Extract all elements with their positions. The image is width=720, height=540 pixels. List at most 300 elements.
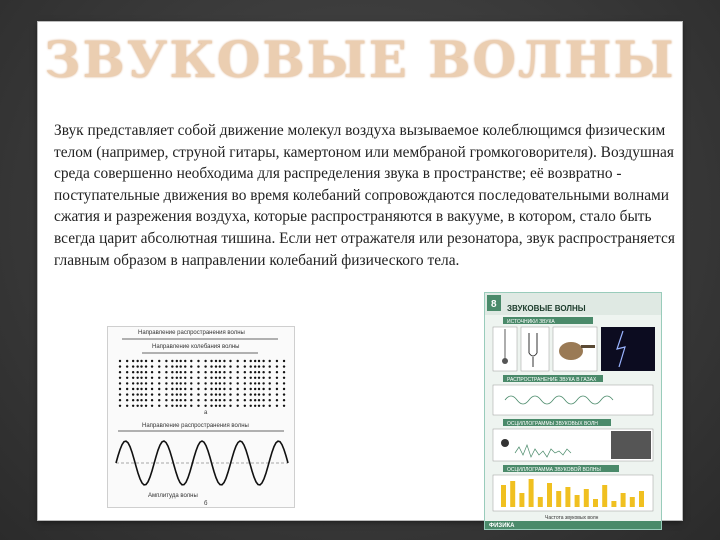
air-molecule-dot bbox=[276, 399, 278, 401]
air-molecule-dot bbox=[262, 365, 264, 367]
air-molecule-dot bbox=[215, 371, 217, 373]
air-molecule-dot bbox=[151, 382, 153, 384]
air-molecule-dot bbox=[283, 388, 285, 390]
air-molecule-dot bbox=[126, 399, 128, 401]
air-molecule-dot bbox=[165, 388, 167, 390]
air-molecule-dot bbox=[223, 399, 225, 401]
air-molecule-dot bbox=[190, 371, 192, 373]
air-molecule-dot bbox=[276, 377, 278, 379]
air-molecule-dot bbox=[244, 393, 246, 395]
air-molecule-dot bbox=[197, 388, 199, 390]
air-molecule-dot bbox=[165, 371, 167, 373]
air-molecule-dot bbox=[276, 393, 278, 395]
spectrum-bar bbox=[501, 485, 506, 507]
air-molecule-dot bbox=[158, 365, 160, 367]
air-molecule-dot bbox=[237, 399, 239, 401]
air-molecule-dot bbox=[171, 405, 173, 407]
air-molecule-dot bbox=[258, 382, 260, 384]
air-molecule-dot bbox=[258, 405, 260, 407]
air-molecule-dot bbox=[140, 405, 142, 407]
air-molecule-dot bbox=[254, 371, 256, 373]
air-molecule-dot bbox=[229, 377, 231, 379]
air-molecule-dot bbox=[176, 377, 178, 379]
air-molecule-dot bbox=[210, 393, 212, 395]
air-molecule-dot bbox=[244, 371, 246, 373]
air-molecule-dot bbox=[140, 399, 142, 401]
air-molecule-dot bbox=[258, 393, 260, 395]
air-molecule-dot bbox=[179, 377, 181, 379]
air-molecule-dot bbox=[158, 360, 160, 362]
air-molecule-dot bbox=[132, 382, 134, 384]
air-molecule-dot bbox=[219, 377, 221, 379]
pendulum-bob bbox=[502, 358, 508, 364]
spectrum-bar bbox=[639, 491, 644, 507]
spectrum-bar bbox=[538, 497, 543, 507]
air-molecule-dot bbox=[237, 360, 239, 362]
air-molecule-dot bbox=[145, 405, 147, 407]
air-molecule-dot bbox=[250, 365, 252, 367]
air-molecule-dot bbox=[151, 360, 153, 362]
poster-axis-label: Частота звуковых волн bbox=[545, 515, 599, 521]
air-molecule-dot bbox=[119, 393, 121, 395]
air-molecule-dot bbox=[283, 405, 285, 407]
air-molecule-dot bbox=[283, 365, 285, 367]
air-molecule-dot bbox=[140, 377, 142, 379]
air-molecule-dot bbox=[179, 388, 181, 390]
air-molecule-dot bbox=[283, 377, 285, 379]
air-molecule-dot bbox=[197, 399, 199, 401]
air-molecule-dot bbox=[229, 382, 231, 384]
air-molecule-dot bbox=[176, 399, 178, 401]
air-molecule-dot bbox=[151, 365, 153, 367]
wave-diagram-svg bbox=[108, 327, 294, 507]
air-molecule-dot bbox=[119, 405, 121, 407]
air-molecule-dot bbox=[229, 371, 231, 373]
label-propagation-a: Направление распространения волны bbox=[138, 330, 245, 336]
air-molecule-dot bbox=[190, 405, 192, 407]
air-molecule-dot bbox=[136, 377, 138, 379]
spectrum-bar bbox=[575, 495, 580, 507]
spectrum-bar bbox=[510, 481, 515, 507]
air-molecule-dot bbox=[158, 377, 160, 379]
air-molecule-dot bbox=[158, 382, 160, 384]
air-molecule-dot bbox=[244, 388, 246, 390]
air-molecule-dot bbox=[219, 365, 221, 367]
air-molecule-dot bbox=[262, 388, 264, 390]
air-molecule-dot bbox=[165, 365, 167, 367]
air-molecule-dot bbox=[176, 393, 178, 395]
air-molecule-dot bbox=[276, 365, 278, 367]
air-molecule-dot bbox=[219, 360, 221, 362]
air-molecule-dot bbox=[223, 371, 225, 373]
air-molecule-dot bbox=[184, 371, 186, 373]
air-molecule-dot bbox=[219, 399, 221, 401]
air-molecule-dot bbox=[219, 393, 221, 395]
air-molecule-dot bbox=[176, 365, 178, 367]
air-molecule-dot bbox=[190, 377, 192, 379]
air-molecule-dot bbox=[223, 405, 225, 407]
air-molecule-dot bbox=[283, 371, 285, 373]
air-molecule-dot bbox=[250, 388, 252, 390]
air-molecule-dot bbox=[171, 377, 173, 379]
air-molecule-dot bbox=[184, 393, 186, 395]
spectrum-bar bbox=[621, 493, 626, 507]
air-molecule-dot bbox=[237, 377, 239, 379]
air-molecule-dot bbox=[158, 371, 160, 373]
air-molecule-dot bbox=[190, 388, 192, 390]
air-molecule-dot bbox=[229, 365, 231, 367]
air-molecule-dot bbox=[197, 360, 199, 362]
air-molecule-dot bbox=[250, 405, 252, 407]
air-molecule-dot bbox=[119, 365, 121, 367]
air-molecule-dot bbox=[126, 365, 128, 367]
air-molecule-dot bbox=[204, 371, 206, 373]
air-molecule-dot bbox=[158, 393, 160, 395]
air-molecule-dot bbox=[165, 360, 167, 362]
air-molecule-dot bbox=[219, 405, 221, 407]
air-molecule-dot bbox=[197, 377, 199, 379]
air-molecule-dot bbox=[126, 360, 128, 362]
air-molecule-dot bbox=[258, 399, 260, 401]
air-molecule-dot bbox=[223, 360, 225, 362]
spectrum-bar bbox=[584, 489, 589, 507]
air-molecule-dot bbox=[219, 388, 221, 390]
air-molecule-dot bbox=[229, 393, 231, 395]
air-molecule-dot bbox=[283, 393, 285, 395]
spectrum-bar bbox=[602, 485, 607, 507]
air-molecule-dot bbox=[184, 405, 186, 407]
guitar-neck bbox=[581, 345, 595, 348]
spectrum-bar bbox=[565, 487, 570, 507]
air-molecule-dot bbox=[254, 399, 256, 401]
air-molecule-dot bbox=[184, 388, 186, 390]
air-molecule-dot bbox=[215, 405, 217, 407]
air-molecule-dot bbox=[184, 382, 186, 384]
air-molecule-dot bbox=[204, 382, 206, 384]
air-molecule-dot bbox=[262, 405, 264, 407]
air-molecule-dot bbox=[258, 377, 260, 379]
air-molecule-dot bbox=[119, 399, 121, 401]
air-molecule-dot bbox=[179, 382, 181, 384]
air-molecule-dot bbox=[229, 399, 231, 401]
air-molecule-dot bbox=[165, 399, 167, 401]
air-molecule-dot bbox=[176, 360, 178, 362]
air-molecule-dot bbox=[119, 377, 121, 379]
air-molecule-dot bbox=[126, 393, 128, 395]
air-molecule-dot bbox=[197, 365, 199, 367]
air-molecule-dot bbox=[258, 388, 260, 390]
air-molecule-dot bbox=[132, 399, 134, 401]
air-molecule-dot bbox=[126, 371, 128, 373]
air-molecule-dot bbox=[151, 399, 153, 401]
air-molecule-dot bbox=[244, 382, 246, 384]
air-molecule-dot bbox=[132, 377, 134, 379]
air-molecule-dot bbox=[132, 360, 134, 362]
spectrum-bar bbox=[611, 501, 616, 507]
air-molecule-dot bbox=[140, 393, 142, 395]
air-molecule-dot bbox=[258, 360, 260, 362]
spectrum-bar bbox=[593, 499, 598, 507]
air-molecule-dot bbox=[210, 405, 212, 407]
air-molecule-dot bbox=[136, 360, 138, 362]
poster-section4: ОСЦИЛЛОГРАММА ЗВУКОВОЙ ВОЛНЫ bbox=[507, 467, 601, 473]
air-molecule-dot bbox=[151, 405, 153, 407]
air-molecule-dot bbox=[176, 371, 178, 373]
air-molecule-dot bbox=[254, 393, 256, 395]
air-molecule-dots bbox=[119, 360, 285, 407]
air-molecule-dot bbox=[165, 382, 167, 384]
air-molecule-dot bbox=[140, 360, 142, 362]
air-molecule-dot bbox=[237, 405, 239, 407]
air-molecule-dot bbox=[262, 371, 264, 373]
air-molecule-dot bbox=[269, 393, 271, 395]
air-molecule-dot bbox=[244, 405, 246, 407]
air-molecule-dot bbox=[132, 405, 134, 407]
air-molecule-dot bbox=[197, 382, 199, 384]
poster-section3: ОСЦИЛЛОГРАММЫ ЗВУКОВЫХ ВОЛН bbox=[507, 421, 598, 427]
air-molecule-dot bbox=[262, 360, 264, 362]
air-molecule-dot bbox=[204, 360, 206, 362]
label-a: а bbox=[204, 410, 208, 416]
spectrum-bar bbox=[630, 497, 635, 507]
air-molecule-dot bbox=[171, 371, 173, 373]
air-molecule-dot bbox=[179, 365, 181, 367]
air-molecule-dot bbox=[204, 399, 206, 401]
air-molecule-dot bbox=[151, 393, 153, 395]
air-molecule-dot bbox=[190, 399, 192, 401]
air-molecule-dot bbox=[244, 377, 246, 379]
air-molecule-dot bbox=[210, 377, 212, 379]
poster-section1: ИСТОЧНИКИ ЗВУКА bbox=[507, 319, 555, 325]
air-molecule-dot bbox=[215, 377, 217, 379]
air-molecule-dot bbox=[165, 405, 167, 407]
air-molecule-dot bbox=[254, 382, 256, 384]
air-molecule-dot bbox=[215, 382, 217, 384]
air-molecule-dot bbox=[283, 399, 285, 401]
air-molecule-dot bbox=[262, 393, 264, 395]
air-molecule-dot bbox=[223, 382, 225, 384]
air-molecule-dot bbox=[250, 393, 252, 395]
label-propagation-b: Направление распространения волны bbox=[142, 423, 249, 429]
poster-svg bbox=[485, 293, 661, 529]
air-molecule-dot bbox=[136, 371, 138, 373]
air-molecule-dot bbox=[145, 371, 147, 373]
air-molecule-dot bbox=[119, 388, 121, 390]
air-molecule-dot bbox=[145, 399, 147, 401]
air-molecule-dot bbox=[190, 382, 192, 384]
air-molecule-dot bbox=[210, 365, 212, 367]
poster-badge-number: 8 bbox=[491, 299, 497, 310]
air-molecule-dot bbox=[179, 360, 181, 362]
air-molecule-dot bbox=[176, 382, 178, 384]
air-molecule-dot bbox=[171, 360, 173, 362]
air-molecule-dot bbox=[276, 371, 278, 373]
air-molecule-dot bbox=[276, 388, 278, 390]
air-molecule-dot bbox=[190, 393, 192, 395]
air-molecule-dot bbox=[158, 388, 160, 390]
air-molecule-dot bbox=[126, 388, 128, 390]
air-molecule-dot bbox=[210, 360, 212, 362]
air-molecule-dot bbox=[269, 399, 271, 401]
air-molecule-dot bbox=[179, 393, 181, 395]
label-amplitude: Амплитуда волны bbox=[148, 493, 198, 499]
air-molecule-dot bbox=[254, 377, 256, 379]
air-molecule-dot bbox=[171, 388, 173, 390]
air-molecule-dot bbox=[276, 360, 278, 362]
air-molecule-dot bbox=[269, 382, 271, 384]
air-molecule-dot bbox=[223, 388, 225, 390]
air-molecule-dot bbox=[250, 360, 252, 362]
air-molecule-dot bbox=[204, 365, 206, 367]
air-molecule-dot bbox=[179, 371, 181, 373]
sound-waves-poster-image bbox=[484, 292, 662, 530]
air-molecule-dot bbox=[223, 393, 225, 395]
air-molecule-dot bbox=[140, 388, 142, 390]
air-molecule-dot bbox=[132, 371, 134, 373]
air-molecule-dot bbox=[229, 388, 231, 390]
air-molecule-dot bbox=[171, 365, 173, 367]
air-molecule-dot bbox=[215, 365, 217, 367]
air-molecule-dot bbox=[254, 360, 256, 362]
air-molecule-dot bbox=[269, 377, 271, 379]
slide-body-text: Звук представляет собой движение молекул воздуха вызываемое колеблющимся физическим телом (например, струной гитары, камертоном или мембраной громкоговорителя). Воздушная среда совершенно необходима для распределения звука в пространстве; её возвратно - поступательные движения во время колебаний сопровождаются последовательными волнами сжатия и разрежения воздуха, которые распространяются в вакууме, в котором, стало быть всегда царит абсолютная тишина. Если нет отражателя или резонатора, звук распространяется главным образом в направлении колебаний физического тела. bbox=[54, 122, 675, 269]
air-molecule-dot bbox=[204, 405, 206, 407]
air-molecule-dot bbox=[176, 388, 178, 390]
spectrum-bar bbox=[529, 479, 534, 507]
air-molecule-dot bbox=[165, 377, 167, 379]
air-molecule-dot bbox=[262, 377, 264, 379]
air-molecule-dot bbox=[171, 382, 173, 384]
slide-title: ЗВУКОВЫЕ ВОЛНЫ bbox=[44, 30, 676, 89]
label-oscillation: Направление колебания волны bbox=[152, 344, 240, 350]
air-molecule-dot bbox=[237, 365, 239, 367]
air-molecule-dot bbox=[151, 371, 153, 373]
lightning-photo bbox=[601, 327, 655, 371]
air-molecule-dot bbox=[119, 382, 121, 384]
air-molecule-dot bbox=[136, 382, 138, 384]
air-molecule-dot bbox=[179, 405, 181, 407]
air-molecule-dot bbox=[244, 399, 246, 401]
air-molecule-dot bbox=[126, 382, 128, 384]
air-molecule-dot bbox=[126, 377, 128, 379]
air-molecule-dot bbox=[204, 388, 206, 390]
air-molecule-dot bbox=[276, 382, 278, 384]
air-molecule-dot bbox=[190, 360, 192, 362]
air-molecule-dot bbox=[132, 393, 134, 395]
air-molecule-dot bbox=[158, 399, 160, 401]
air-molecule-dot bbox=[250, 371, 252, 373]
air-molecule-dot bbox=[269, 405, 271, 407]
air-molecule-dot bbox=[126, 405, 128, 407]
air-molecule-dot bbox=[184, 377, 186, 379]
air-molecule-dot bbox=[140, 365, 142, 367]
air-molecule-dot bbox=[215, 399, 217, 401]
spectrum-bar bbox=[519, 493, 524, 507]
air-molecule-dot bbox=[254, 405, 256, 407]
air-molecule-dot bbox=[215, 393, 217, 395]
air-molecule-dot bbox=[219, 371, 221, 373]
spectrum-bar bbox=[556, 491, 561, 507]
air-molecule-dot bbox=[269, 388, 271, 390]
air-molecule-dot bbox=[151, 388, 153, 390]
air-molecule-dot bbox=[276, 405, 278, 407]
air-molecule-dot bbox=[229, 360, 231, 362]
air-molecule-dot bbox=[254, 388, 256, 390]
air-molecule-dot bbox=[237, 371, 239, 373]
air-molecule-dot bbox=[151, 377, 153, 379]
air-molecule-dot bbox=[250, 377, 252, 379]
air-molecule-dot bbox=[136, 393, 138, 395]
air-molecule-dot bbox=[158, 405, 160, 407]
air-molecule-dot bbox=[269, 360, 271, 362]
air-molecule-dot bbox=[140, 382, 142, 384]
air-molecule-dot bbox=[132, 365, 134, 367]
air-molecule-dot bbox=[171, 393, 173, 395]
air-molecule-dot bbox=[184, 399, 186, 401]
air-molecule-dot bbox=[197, 405, 199, 407]
air-molecule-dot bbox=[262, 399, 264, 401]
air-molecule-dot bbox=[145, 393, 147, 395]
air-molecule-dot bbox=[258, 371, 260, 373]
air-molecule-dot bbox=[283, 382, 285, 384]
air-molecule-dot bbox=[223, 377, 225, 379]
air-molecule-dot bbox=[215, 360, 217, 362]
air-molecule-dot bbox=[237, 393, 239, 395]
air-molecule-dot bbox=[210, 382, 212, 384]
air-molecule-dot bbox=[269, 365, 271, 367]
air-molecule-dot bbox=[184, 365, 186, 367]
air-molecule-dot bbox=[210, 371, 212, 373]
air-molecule-dot bbox=[184, 360, 186, 362]
air-molecule-dot bbox=[204, 377, 206, 379]
air-molecule-dot bbox=[145, 365, 147, 367]
person-icon bbox=[501, 439, 509, 447]
air-molecule-dot bbox=[219, 382, 221, 384]
air-molecule-dot bbox=[197, 371, 199, 373]
guitar-icon bbox=[559, 342, 583, 360]
poster-footer-text: ФИЗИКА bbox=[489, 523, 515, 529]
air-molecule-dot bbox=[210, 388, 212, 390]
spectrum-panel bbox=[493, 475, 653, 511]
air-molecule-dot bbox=[145, 377, 147, 379]
air-molecule-dot bbox=[237, 382, 239, 384]
air-molecule-dot bbox=[210, 399, 212, 401]
air-molecule-dot bbox=[136, 405, 138, 407]
air-molecule-dot bbox=[237, 388, 239, 390]
air-molecule-dot bbox=[269, 371, 271, 373]
air-molecule-dot bbox=[136, 388, 138, 390]
air-molecule-dot bbox=[229, 405, 231, 407]
air-molecule-dot bbox=[254, 365, 256, 367]
air-molecule-dot bbox=[258, 365, 260, 367]
air-molecule-dot bbox=[190, 365, 192, 367]
air-molecule-dot bbox=[145, 382, 147, 384]
air-molecule-dot bbox=[119, 371, 121, 373]
air-molecule-dot bbox=[250, 399, 252, 401]
air-molecule-dot bbox=[176, 405, 178, 407]
air-molecule-dot bbox=[283, 360, 285, 362]
air-molecule-dot bbox=[136, 399, 138, 401]
air-molecule-dot bbox=[171, 399, 173, 401]
air-molecule-dot bbox=[179, 399, 181, 401]
air-molecule-dot bbox=[132, 388, 134, 390]
air-molecule-dot bbox=[197, 393, 199, 395]
air-molecule-dot bbox=[165, 393, 167, 395]
wave-diagram-image bbox=[107, 326, 295, 508]
air-molecule-dot bbox=[119, 360, 121, 362]
air-molecule-dot bbox=[244, 360, 246, 362]
air-molecule-dot bbox=[223, 365, 225, 367]
